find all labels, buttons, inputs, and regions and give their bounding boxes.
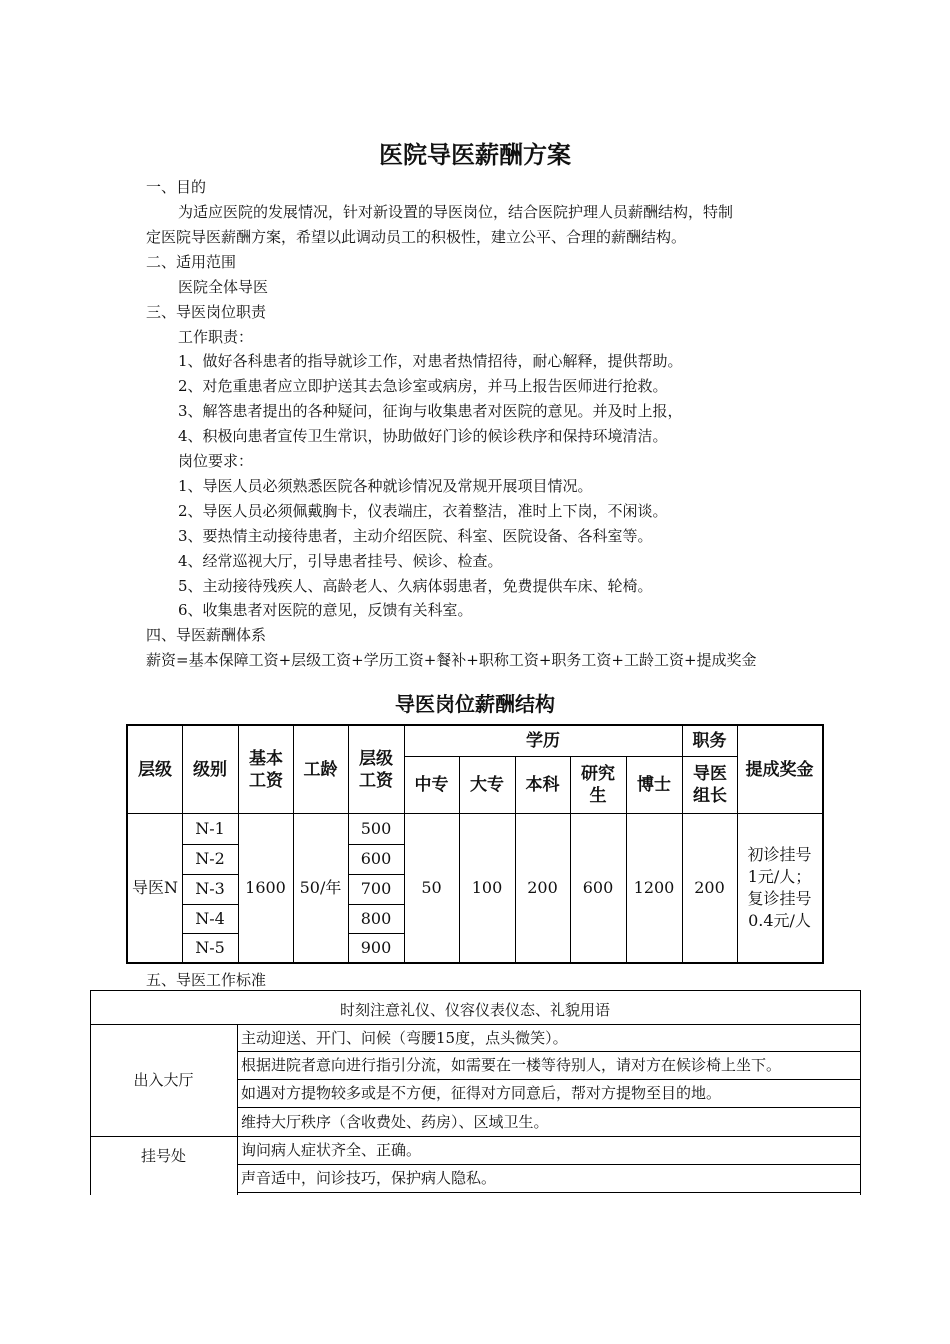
header-edu-master: 研究生 — [581, 763, 615, 806]
page-title: 医院导医薪酬方案 — [379, 141, 571, 169]
header-grade: 级别 — [193, 759, 227, 780]
standard-item: 如遇对方提物较多或是不方便，征得对方同意后，帮对方提物至目的地。 — [241, 1084, 722, 1102]
level-pay-cell: 700 — [360, 879, 392, 898]
requirement-item: 1、导医人员必须熟悉医院各种就诊情况及常规开展项目情况。 — [178, 477, 593, 495]
requirement-item: 3、要热情主动接待患者，主动介绍医院、科室、医院设备、各科室等。 — [178, 527, 653, 545]
seniority-pay-value: 50/年 — [299, 877, 342, 897]
group-label-registration: 挂号处 — [140, 1147, 186, 1165]
requirement-item: 6、收集患者对医院的意见，反馈有关科室。 — [178, 601, 473, 619]
header-education: 学历 — [526, 731, 560, 751]
section-heading-duties: 三、导医岗位职责 — [146, 303, 267, 321]
purpose-text-line-2: 定医院导医薪酬方案，希望以此调动员工的积极性，建立公平、合理的薪酬结构。 — [146, 228, 687, 246]
header-position-leader: 导医组长 — [693, 763, 727, 806]
grade-cell: N-4 — [195, 908, 225, 928]
requirement-item: 4、经常巡视大厅，引导患者挂号、候诊、检查。 — [178, 552, 503, 570]
header-position: 职务 — [692, 731, 727, 751]
standard-item: 声音适中，问诊技巧，保护病人隐私。 — [241, 1169, 497, 1187]
standard-item: 根据进院者意向进行指引分流，如需要在一楼等待别人，请对方在候诊椅上坐下。 — [241, 1056, 782, 1074]
header-base-pay: 基本工资 — [249, 748, 283, 791]
salary-formula: 薪资=基本保障工资+层级工资+学历工资+餐补+职称工资+职务工资+工龄工资+提成奖金 — [146, 651, 757, 669]
duties-label: 工作职责： — [178, 328, 254, 346]
level-pay-cell: 800 — [360, 908, 392, 928]
requirement-item: 2、导医人员必须佩戴胸卡，仪表端庄，衣着整洁，准时上下岗，不闲谈。 — [178, 502, 668, 520]
level-pay-cell: 500 — [360, 818, 392, 838]
bonus-line: 0.4元/人 — [748, 910, 811, 930]
edu-pay-secondary: 50 — [421, 877, 442, 897]
bonus-cell — [737, 813, 822, 962]
section-heading-salary-system: 四、导医薪酬体系 — [146, 626, 267, 644]
header-level-pay: 层级工资 — [359, 748, 393, 791]
bonus-line: 初诊挂号 — [747, 844, 812, 864]
edu-pay-bachelor: 200 — [527, 877, 558, 897]
grade-cell: N-5 — [195, 937, 225, 957]
standards-table — [90, 990, 861, 1195]
header-edu-secondary: 中专 — [414, 774, 449, 795]
section-heading-standards: 五、导医工作标准 — [146, 971, 267, 989]
scope-text: 医院全体导医 — [178, 278, 269, 296]
base-pay-value: 1600 — [245, 877, 286, 897]
standards-header: 时刻注意礼仪、仪容仪表仪态、礼貌用语 — [339, 1001, 610, 1019]
duty-item: 3、解答患者提出的各种疑问，征询与收集患者对医院的意见。并及时上报， — [178, 402, 683, 420]
purpose-text-line-1: 为适应医院的发展情况，针对新设置的导医岗位，结合医院护理人员薪酬结构，特制 — [178, 203, 734, 221]
grade-cell: N-1 — [195, 818, 225, 838]
group-label-lobby: 出入大厅 — [133, 1071, 194, 1089]
standard-item: 询问病人症状齐全、正确。 — [241, 1141, 422, 1159]
standard-item: 维持大厅秩序（含收费处、药房）、区域卫生。 — [241, 1112, 549, 1131]
header-edu-bachelor: 本科 — [525, 774, 560, 795]
header-edu-doctor: 博士 — [637, 774, 671, 795]
edu-pay-doctor: 1200 — [633, 877, 675, 897]
edu-pay-master: 600 — [582, 877, 614, 897]
level-pay-cell: 900 — [360, 937, 392, 957]
section-heading-purpose: 一、目的 — [146, 178, 207, 196]
salary-table — [126, 724, 824, 964]
edu-pay-college: 100 — [471, 877, 503, 897]
header-level: 层级 — [138, 759, 172, 780]
bonus-line: 1元/人； — [747, 866, 812, 886]
grade-cell: N-3 — [195, 879, 225, 898]
level-pay-cell: 600 — [360, 849, 392, 868]
standard-item: 主动迎送、开门、问候（弯腰15度，点头微笑）。 — [241, 1028, 568, 1047]
header-bonus: 提成奖金 — [745, 759, 814, 780]
requirement-item: 5、主动接待残疾人、高龄老人、久病体弱患者，免费提供车床、轮椅。 — [178, 577, 653, 595]
header-edu-college: 大专 — [470, 774, 504, 795]
bonus-line: 复诊挂号 — [747, 888, 812, 908]
section-heading-scope: 二、适用范围 — [146, 253, 237, 271]
salary-table-title: 导医岗位薪酬结构 — [395, 692, 555, 716]
requirements-label: 岗位要求： — [178, 452, 254, 470]
row-label-guide-n: 导医N — [132, 877, 179, 897]
duty-item: 1、做好各科患者的指导就诊工作，对患者热情招待，耐心解释，提供帮助。 — [178, 352, 683, 370]
duty-item: 2、对危重患者应立即护送其去急诊室或病房，并马上报告医师进行抢救。 — [178, 377, 668, 395]
grade-cell: N-2 — [195, 849, 225, 868]
position-pay-value: 200 — [694, 877, 725, 897]
duty-item: 4、积极向患者宣传卫生常识，协助做好门诊的候诊秩序和保持环境清洁。 — [178, 427, 668, 445]
header-seniority: 工龄 — [303, 759, 338, 780]
